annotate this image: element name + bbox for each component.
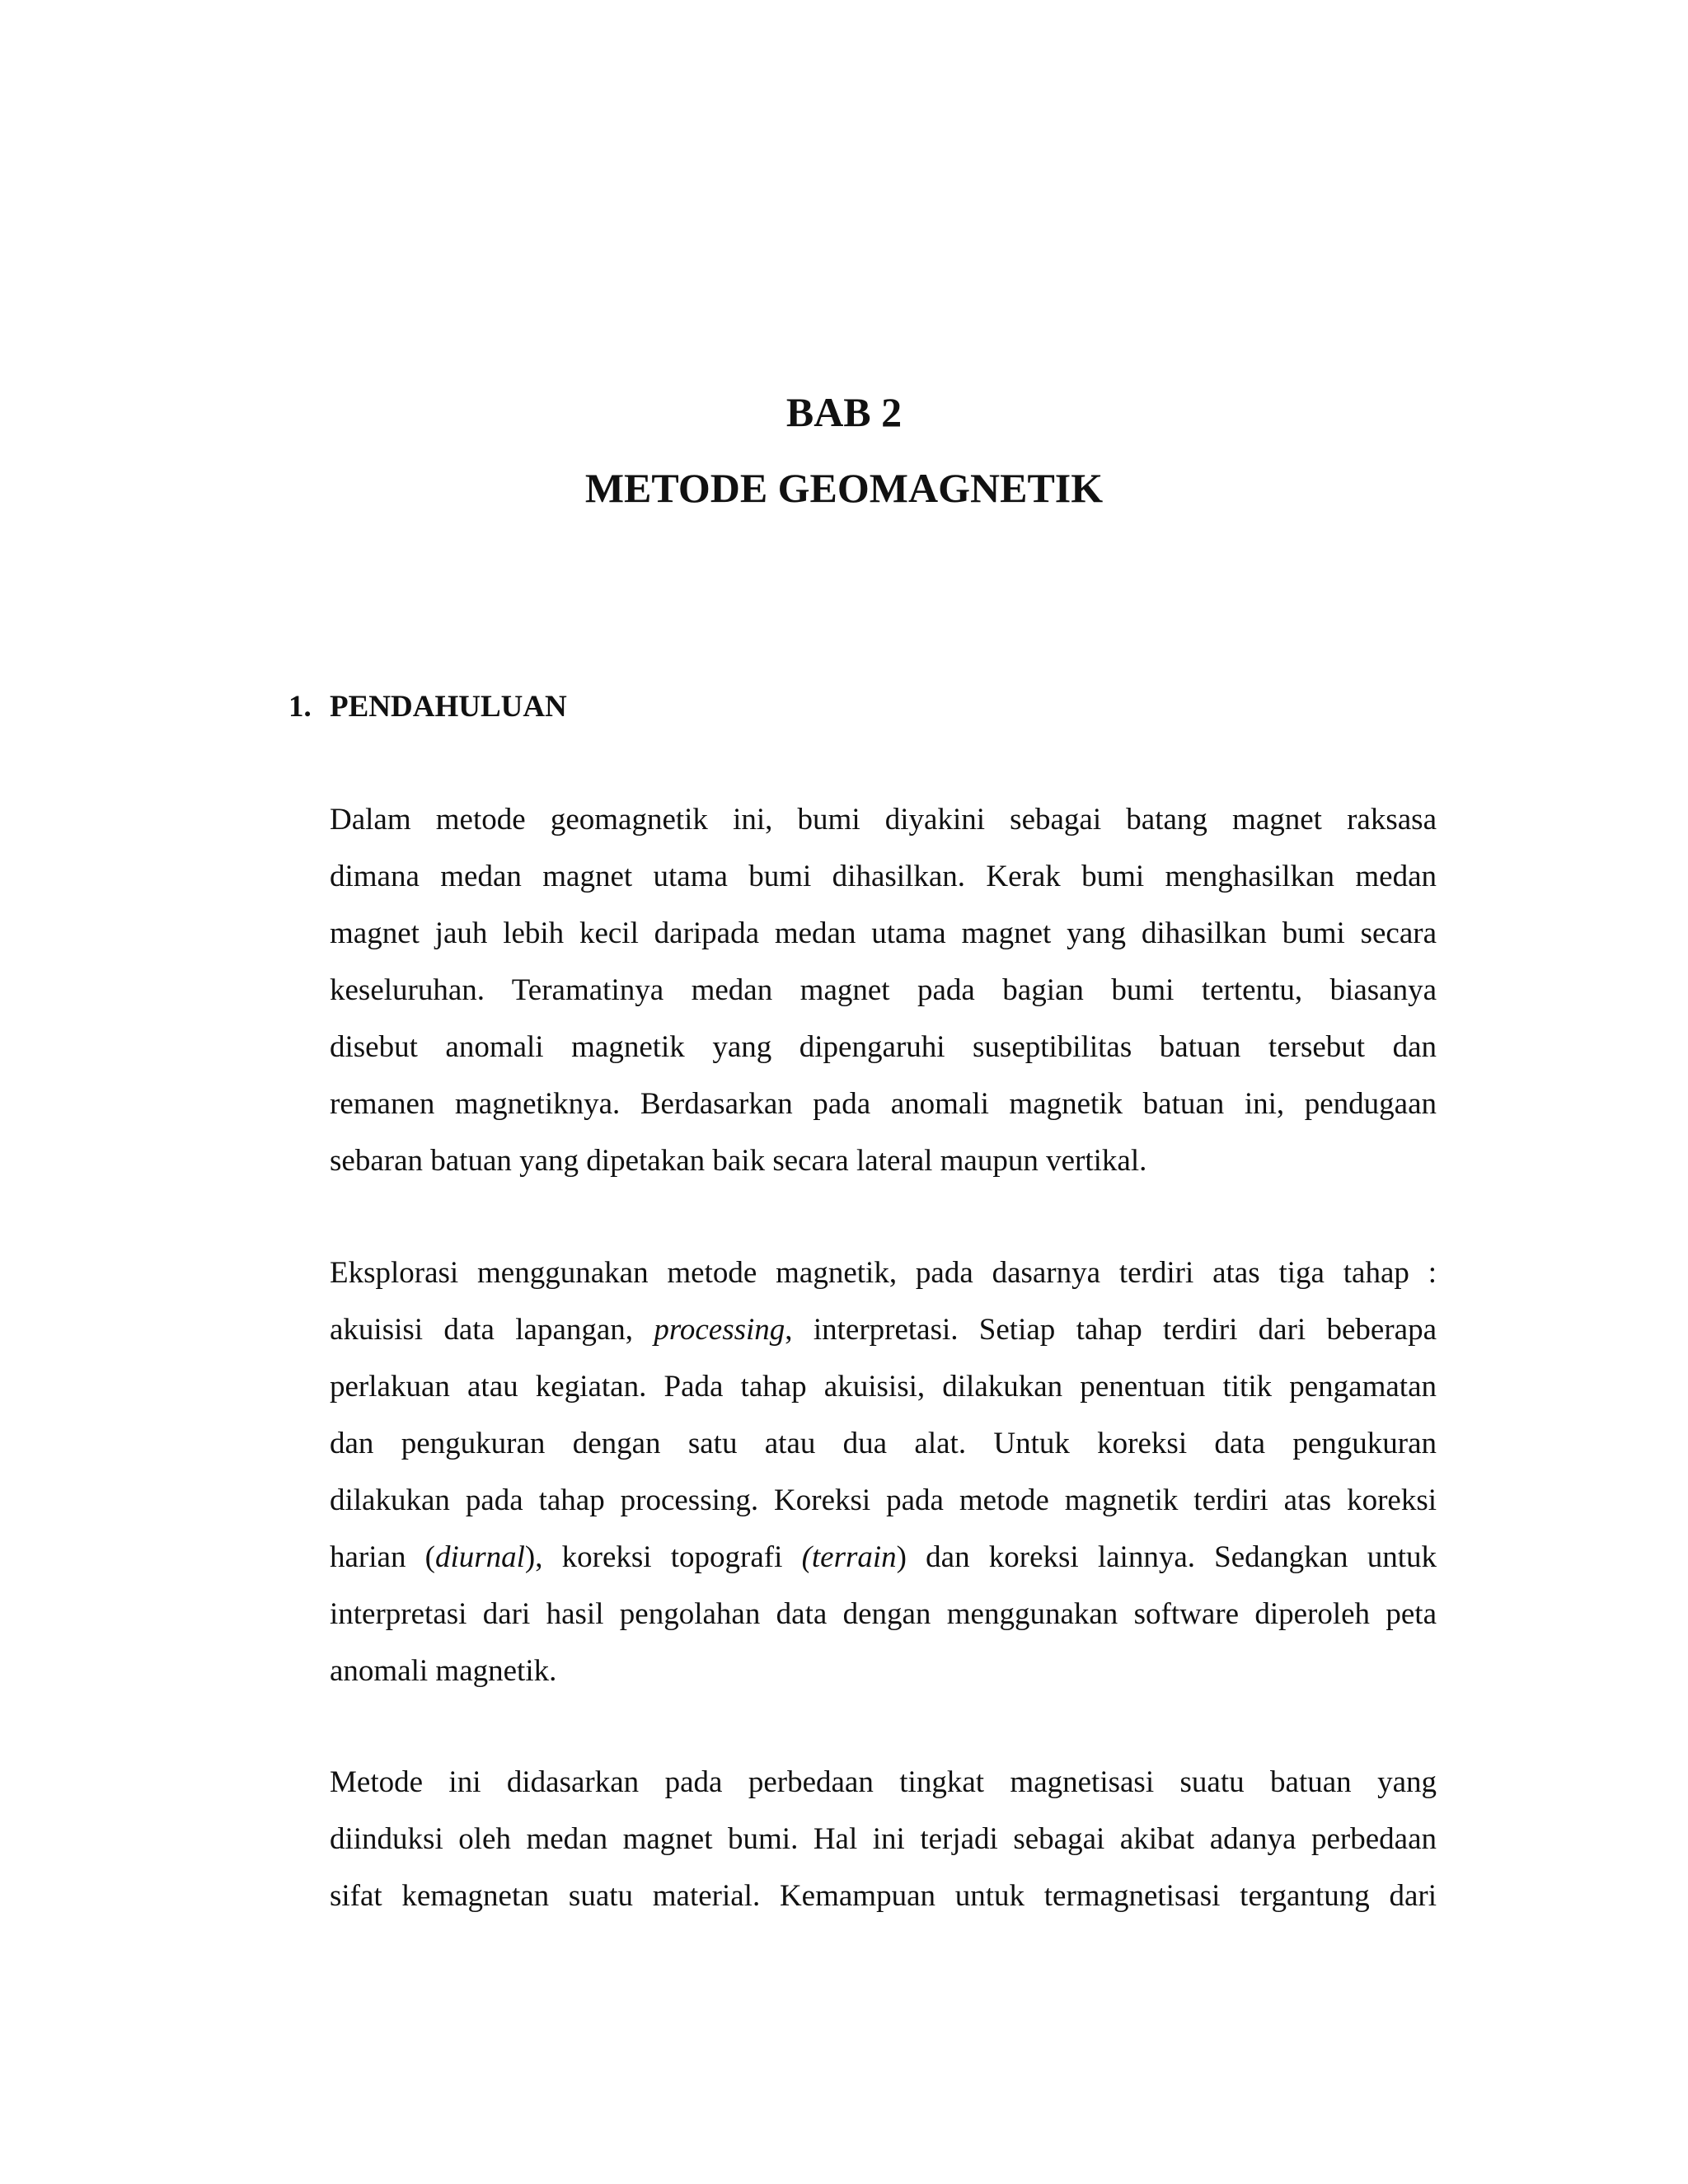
italic-term: (terrain [801, 1540, 897, 1574]
paragraph-line: diinduksi oleh medan magnet bumi. Hal ini terjadi sebagai akibat adanya perbedaan [330, 1822, 1437, 1856]
paragraph-line: Metode ini didasarkan pada perbedaan tingkat magnetisasi suatu batuan yang [330, 1765, 1437, 1799]
paragraph-line: dilakukan pada tahap processing. Koreksi pada metode magnetik terdiri atas koreksi [330, 1483, 1437, 1517]
section-title: PENDAHULUAN [330, 690, 567, 724]
text-run: akuisisi data lapangan, [330, 1313, 654, 1347]
paragraph-line: dan pengukuran dengan satu atau dua alat. Untuk koreksi data pengukuran [330, 1427, 1437, 1460]
paragraph-line: anomali magnetik. [330, 1654, 557, 1688]
text-run: harian ( [330, 1540, 435, 1574]
paragraph-2 [330, 1244, 1437, 1699]
text-run: ) dan koreksi lainnya. Sedangkan untuk [896, 1540, 1437, 1574]
paragraph-line: interpretasi dari hasil pengolahan data dengan menggunakan software diperoleh peta [330, 1597, 1437, 1631]
paragraph-line [330, 1301, 1437, 1358]
paragraph-3 [330, 1754, 1437, 1924]
text-run: , interpretasi. Setiap tahap terdiri dari beberapa [785, 1313, 1437, 1347]
italic-term: diurnal [434, 1540, 525, 1574]
paragraph-line: disebut anomali magnetik yang dipengaruhi suseptibilitas batuan tersebut dan [330, 1030, 1437, 1064]
chapter-number: BAB 2 [785, 389, 903, 435]
paragraph-1 [330, 791, 1437, 1189]
paragraph-line: sifat kemagnetan suatu material. Kemampuan untuk termagnetisasi tergantung dari [330, 1879, 1437, 1913]
paragraph-line: perlakuan atau kegiatan. Pada tahap akuisisi, dilakukan penentuan titik pengamatan [330, 1370, 1437, 1404]
chapter-title: METODE GEOMAGNETIK [584, 465, 1104, 511]
paragraph-line: dimana medan magnet utama bumi dihasilkan. Kerak bumi menghasilkan medan [330, 860, 1437, 893]
paragraph-line: magnet jauh lebih kecil daripada medan utama magnet yang dihasilkan bumi secara [330, 916, 1437, 950]
section-number: 1. [288, 690, 312, 724]
paragraph-line: remanen magnetiknya. Berdasarkan pada anomali magnetik batuan ini, pendugaan [330, 1087, 1437, 1121]
paragraph-line: keseluruhan. Teramatinya medan magnet pada bagian bumi tertentu, biasanya [330, 973, 1437, 1007]
section-heading [288, 687, 567, 727]
paragraph-line: Eksplorasi menggunakan metode magnetik, pada dasarnya terdiri atas tiga tahap : [330, 1256, 1437, 1290]
paragraph-line [330, 1529, 1437, 1586]
paragraph-line: sebaran batuan yang dipetakan baik secara lateral maupun vertikal. [330, 1144, 1147, 1178]
text-run: ), koreksi topografi [524, 1540, 802, 1574]
italic-term: processing [654, 1313, 785, 1347]
paragraph-line: Dalam metode geomagnetik ini, bumi diyakini sebagai batang magnet raksasa [330, 803, 1437, 837]
